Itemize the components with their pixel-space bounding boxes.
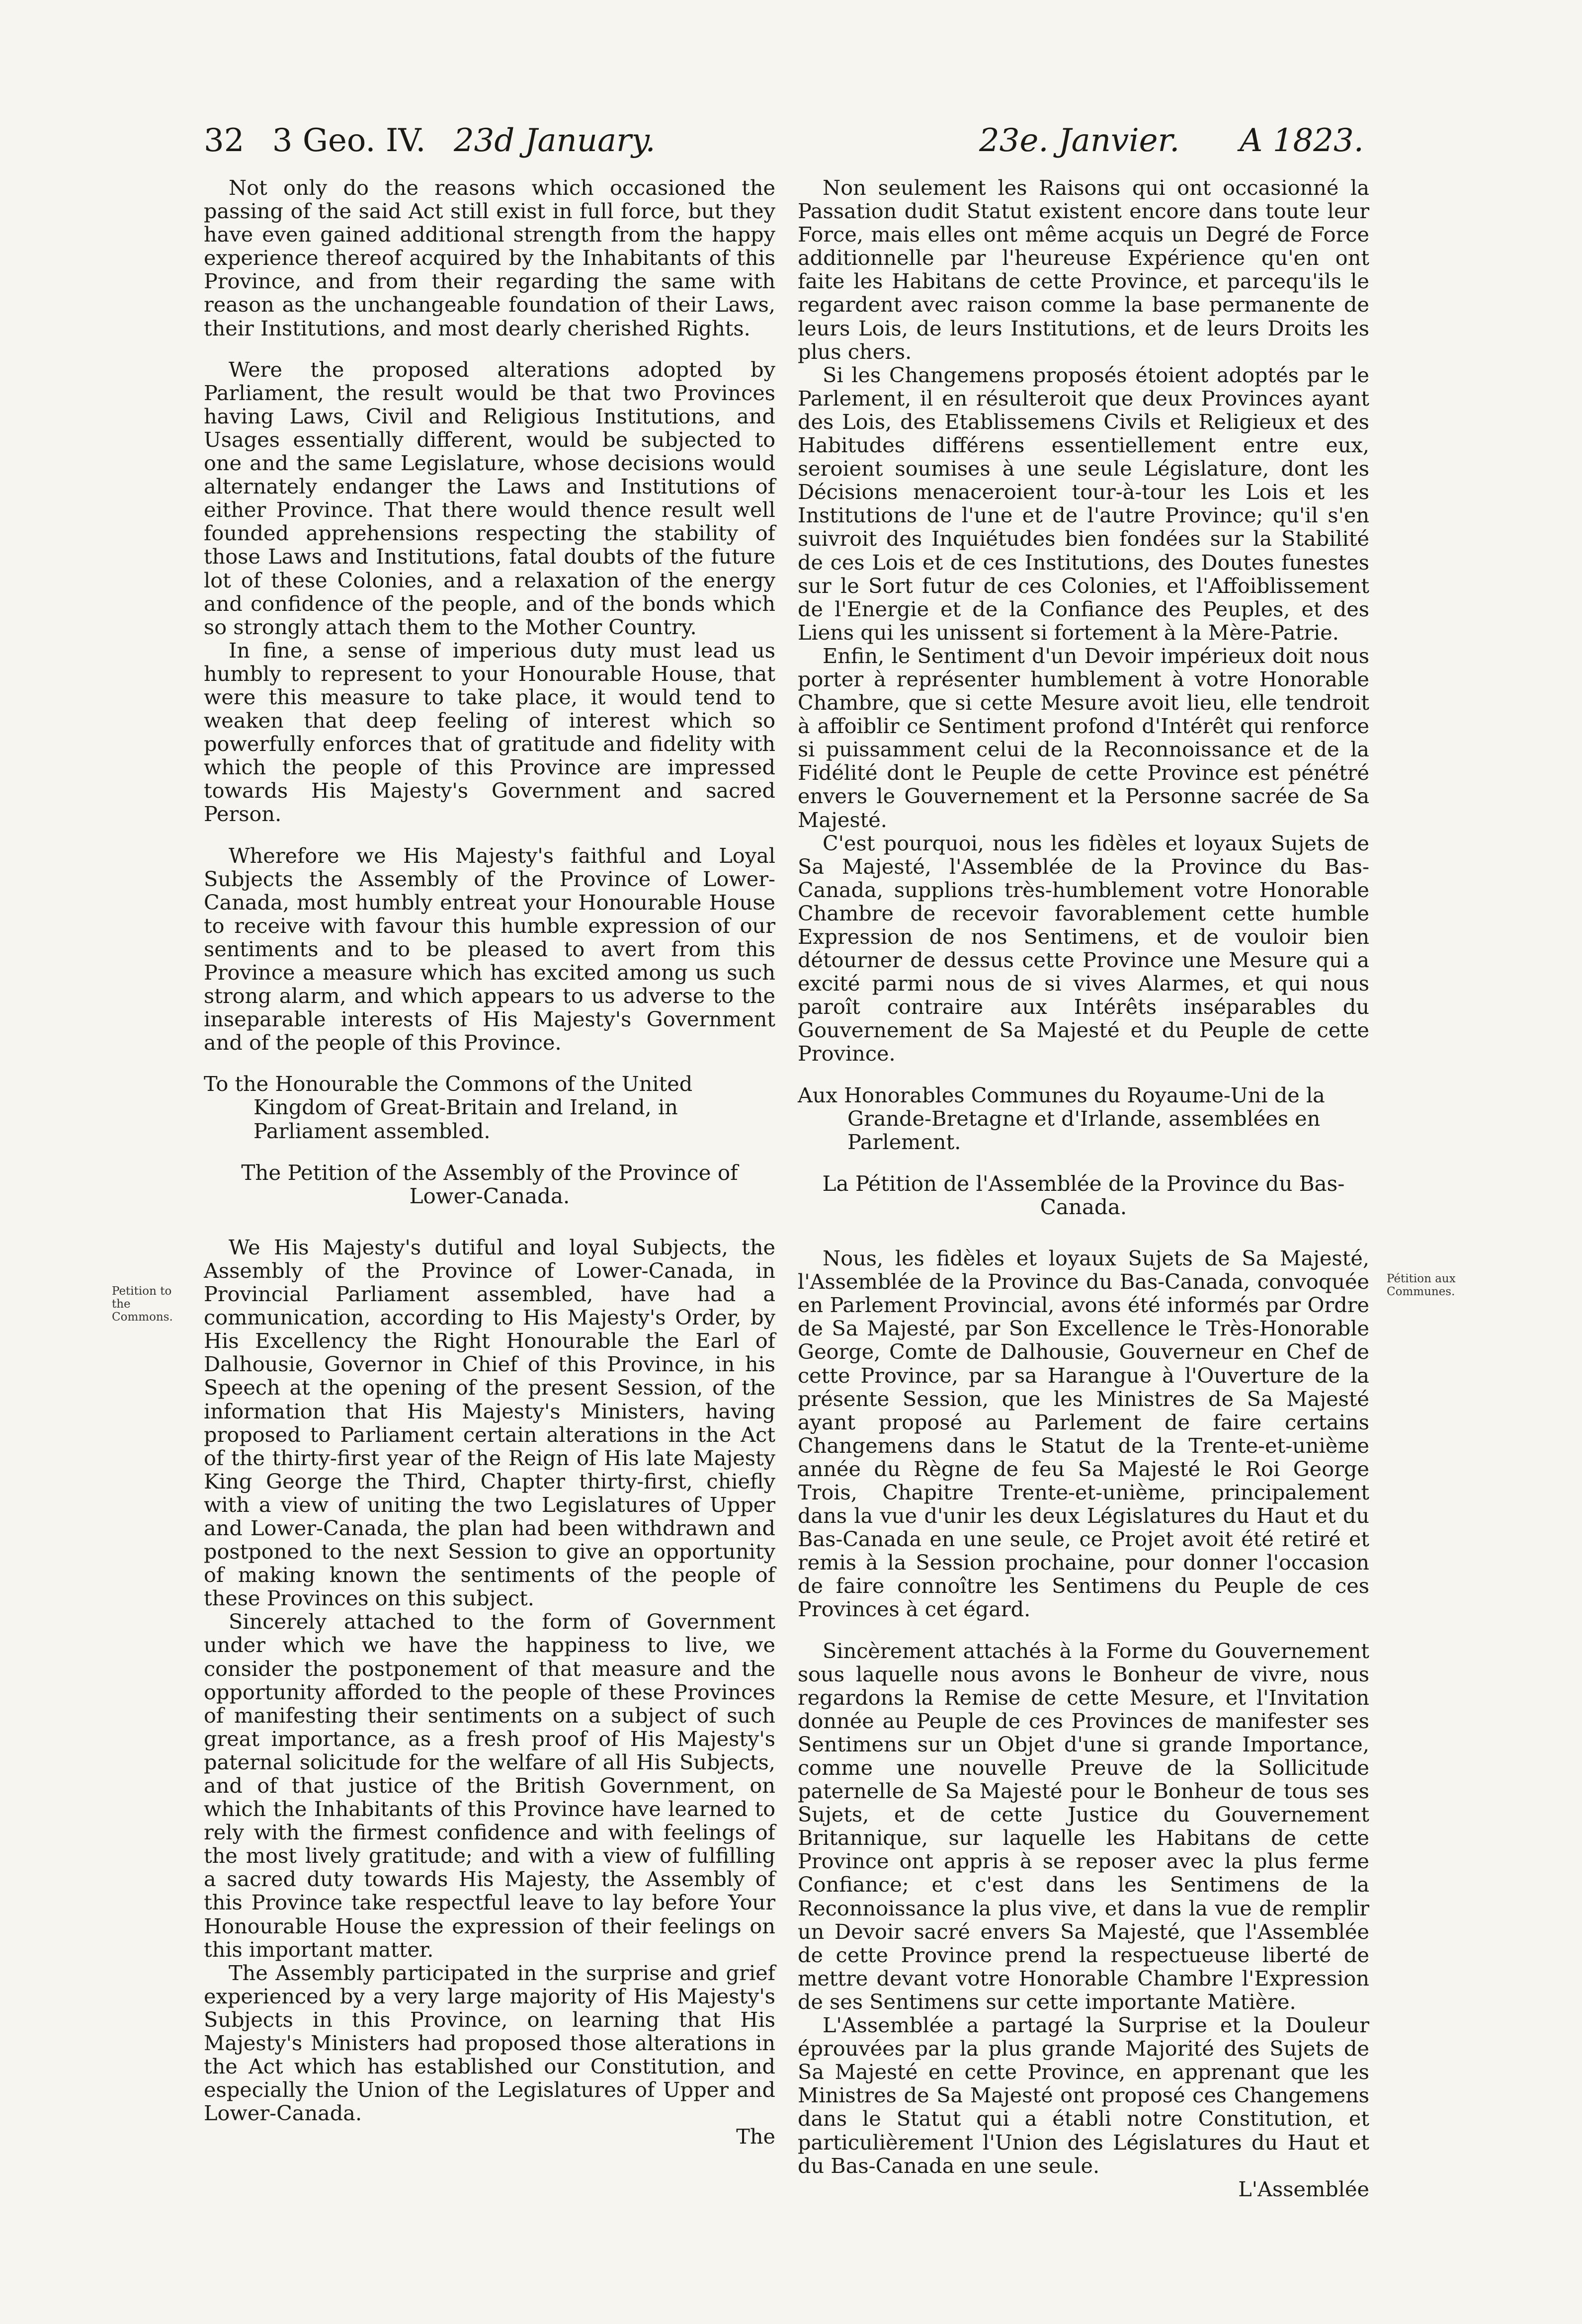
header-date-english: 23d January.: [453, 122, 656, 159]
running-header-left: [204, 118, 775, 163]
fr-paragraph-2: Si les Changemens proposés étoient adoptés par le Parlement, il en résulteroit que deux Provinces ayant des Lois, des Etablissemens Civils et Religieux et des Habitudes différens essentiellement entre eux, seroient soumises à une seule Législature, dont les Décisions menaceroient tour-à-tour les Lois et les Institutions de l'une et de l'autre Province; qu'il s'en suivroit des Inquiétudes bien fondées sur la Stabilité de ces Lois et de ces Institutions, des Doutes funestes sur le Sort futur de ces Colonies, et l'Affoiblissement de l'Energie et de la Confiance des Peuples, et des Liens qui les unissent si fortement à la Mère-Patrie.: [798, 363, 1369, 645]
page-number: 32: [204, 122, 245, 159]
fr-paragraph-5: Nous, les fidèles et loyaux Sujets de Sa Majesté, l'Assemblée de la Province du Bas-Canada, convoquée en Parlement Provincial, avons été informés par Ordre de Sa Majesté, par Son Excellence le Très-Honorable George, Comte de Dalhousie, Gouverneur en Chef de cette Province, par sa Harangue à l'Ouverture de la présente Session, que les Ministres de Sa Majesté ayant proposé au Parlement de faire certains Changemens dans le Statut de la Trente-et-unième année du Règne de feu Sa Majesté le Roi George Trois, Chapitre Trente-et-unième, principalement dans la vue d'unir les deux Législatures du Haut et du Bas-Canada en une seule, ce Projet avoit été retiré et remis à la Session prochaine, pour donner l'occasion de faire connoître les Sentimens du Peuple de ces Provinces à cet égard.: [798, 1246, 1369, 1622]
margin-note-english: Petition to the Commons.: [112, 1285, 173, 1324]
regnal-year: 3 Geo. IV.: [272, 122, 426, 159]
margin-note-french: Pétition aux Communes.: [1387, 1272, 1456, 1298]
en-catchword: The: [736, 2125, 775, 2149]
en-address: To the Honourable the Commons of the United Kingdom of Great-Britain and Ireland, in Parliament assembled.: [204, 1072, 693, 1143]
fr-paragraph-1: Non seulement les Raisons qui ont occasionné la Passation dudit Statut existent encore dans toute leur Force, mais elles ont même acquis un Degré de Force additionnelle par l'heureuse Expérience qu'en ont faite les Habitans de cette Province, et parcequ'ils le regardent avec raison comme la base permanente de leurs Lois, de leurs Institutions, et de leurs Droits les plus chers.: [798, 176, 1369, 364]
en-petition-title: The Petition of the Assembly of the Province of Lower-Canada.: [241, 1160, 738, 1208]
header-date-french: 23e. Janvier.: [979, 122, 1180, 159]
en-paragraph-2: Were the proposed alterations adopted by Parliament, the result would be that two Provinces having Laws, Civil and Religious Institutions, and Usages essentially different, would be subjected to one and the same Legislature, whose decisions would alternately endanger the Laws and Institutions of either Province. That there would thence result well founded apprehensions respecting the stability of those Laws and Institutions, fatal doubts of the future lot of these Colonies, and a relaxation of the energy and confidence of the people, and of the bonds which so strongly attach them to the Mother Country.: [204, 357, 775, 639]
en-paragraph-7: The Assembly participated in the surprise and grief experienced by a very large majority of His Majesty's Subjects in this Province, on learning that His Majesty's Ministers had proposed those alterations in the Act which has established our Constitution, and especially the Union of the Legislatures of Upper and Lower-Canada.: [204, 1961, 775, 2126]
en-paragraph-4: Wherefore we His Majesty's faithful and Loyal Subjects the Assembly of the Province of Lower-Canada, most humbly entreat your Honourable House to receive with favour this humble expression of our sentiments and to be pleased to avert from this Province a measure which has excited among us such strong alarm, and which appears to us adverse to the inseparable interests of His Majesty's Government and of the people of this Province.: [204, 843, 775, 1055]
fr-paragraph-3: Enfin, le Sentiment d'un Devoir impérieux doit nous porter à représenter humblement à votre Honorable Chambre, que si cette Mesure avoit lieu, elle tendroit à affoiblir ce Sentiment profond d'Intérêt qui renforce si puissamment celui de la Reconnoissance et de la Fidélité dont le Peuple de cette Province est pénétré envers le Gouvernement et la Personne sacrée de Sa Majesté.: [798, 644, 1369, 832]
fr-address: Aux Honorables Communes du Royaume-Uni de la Grande-Bretagne et d'Irlande, assemblées en Parlement.: [798, 1083, 1325, 1154]
fr-paragraph-6: Sincèrement attachés à la Forme du Gouvernement sous laquelle nous avons le Bonheur de vivre, nous regardons la Remise de cette Mesure, et l'Invitation donnée au Peuple de ces Provinces de manifester ses Sentimens sur un Objet d'une si grande Importance, comme une nouvelle Preuve de la Sollicitude paternelle de Sa Majesté pour le Bonheur de tous ses Sujets, et de cette Justice du Gouvernement Britannique, sur laquelle les Habitans de cette Province ont appris à se reposer avec la plus ferme Confiance; et c'est dans les Sentimens de la Reconnoissance la plus vive, et dans la vue de remplir un Devoir sacré envers Sa Majesté, que l'Assemblée de cette Province prend la respectueuse liberté de mettre devant votre Honorable Chambre l'Expression de ses Sentimens sur cette importante Matière.: [798, 1639, 1369, 2014]
header-year: A 1823.: [1240, 122, 1364, 159]
fr-paragraph-4: C'est pourquoi, nous les fidèles et loyaux Sujets de Sa Majesté, l'Assemblée de la Province du Bas-Canada, supplions très-humblement votre Honorable Chambre de recevoir favorablement cette humble Expression de nos Sentimens, et de vouloir bien détourner de dessus cette Province une Mesure qui a excité parmi nous de si vives Alarmes, et qui nous paroît contraire aux Intérêts inséparables du Gouvernement de Sa Majesté et du Peuple de cette Province.: [798, 831, 1369, 1066]
fr-petition-title: La Pétition de l'Assemblée de la Province du Bas-Canada.: [822, 1171, 1345, 1219]
en-paragraph-1: Not only do the reasons which occasioned the passing of the said Act still exist in full force, but they have even gained additional strength from the happy experience thereof acquired by the Inhabitants of this Province, and from their regarding the same with reason as the unchangeable foundation of their Laws, their Institutions, and most dearly cherished Rights.: [204, 176, 775, 340]
fr-paragraph-7: L'Assemblée a partagé la Surprise et la Douleur éprouvées par la plus grande Majorité des Sujets de Sa Majesté en cette Province, en apprenant que les Ministres de Sa Majesté ont proposé ces Changemens dans le Statut qui a établi notre Constitution, et particulièrement l'Union des Législatures du Haut et du Bas-Canada en une seule.: [798, 2013, 1369, 2178]
french-column: [798, 176, 1369, 2201]
en-paragraph-5: We His Majesty's dutiful and loyal Subjects, the Assembly of the Province of Lower-Canada, in Provincial Parliament assembled, have had a communication, according to His Majesty's Order, by His Excellency the Right Honourable the Earl of Dalhousie, Governor in Chief of this Province, in his Speech at the opening of the present Session, of the information that His Majesty's Ministers, having proposed to Parliament certain alterations in the Act of the thirty-first year of the Reign of His late Majesty King George the Third, Chapter thirty-first, chiefly with a view of uniting the two Legislatures of Upper and Lower-Canada, the plan had been withdrawn and postponed to the next Session to give an opportunity of making known the sentiments of the people of these Provinces on this subject.: [204, 1235, 775, 1611]
en-paragraph-6: Sincerely attached to the form of Government under which we have the happiness to live, we consider the postponement of that measure and the opportunity afforded to the people of these Provinces of manifesting their sentiments on a subject of such great importance, as a fresh proof of His Majesty's paternal solicitude for the welfare of all His Subjects, and of that justice of the British Government, on which the Inhabitants of this Province have learned to rely with the firmest confidence and with feelings of the most lively gratitude; and with a view of fulfilling a sacred duty towards His Majesty, the Assembly of this Province take respectful leave to lay before Your Honourable House the expression of their feelings on this important matter.: [204, 1610, 775, 1962]
running-header-right: [795, 118, 1382, 163]
en-paragraph-3: In fine, a sense of imperious duty must lead us humbly to represent to your Honourable House, that were this measure to take place, it would tend to weaken that deep feeling of interest which so powerfully enforces that of gratitude and fidelity with which the people of this Province are impressed towards His Majesty's Government and sacred Person.: [204, 638, 775, 827]
english-column: [204, 176, 775, 2149]
fr-catchword: L'Assemblée: [1238, 2177, 1369, 2201]
